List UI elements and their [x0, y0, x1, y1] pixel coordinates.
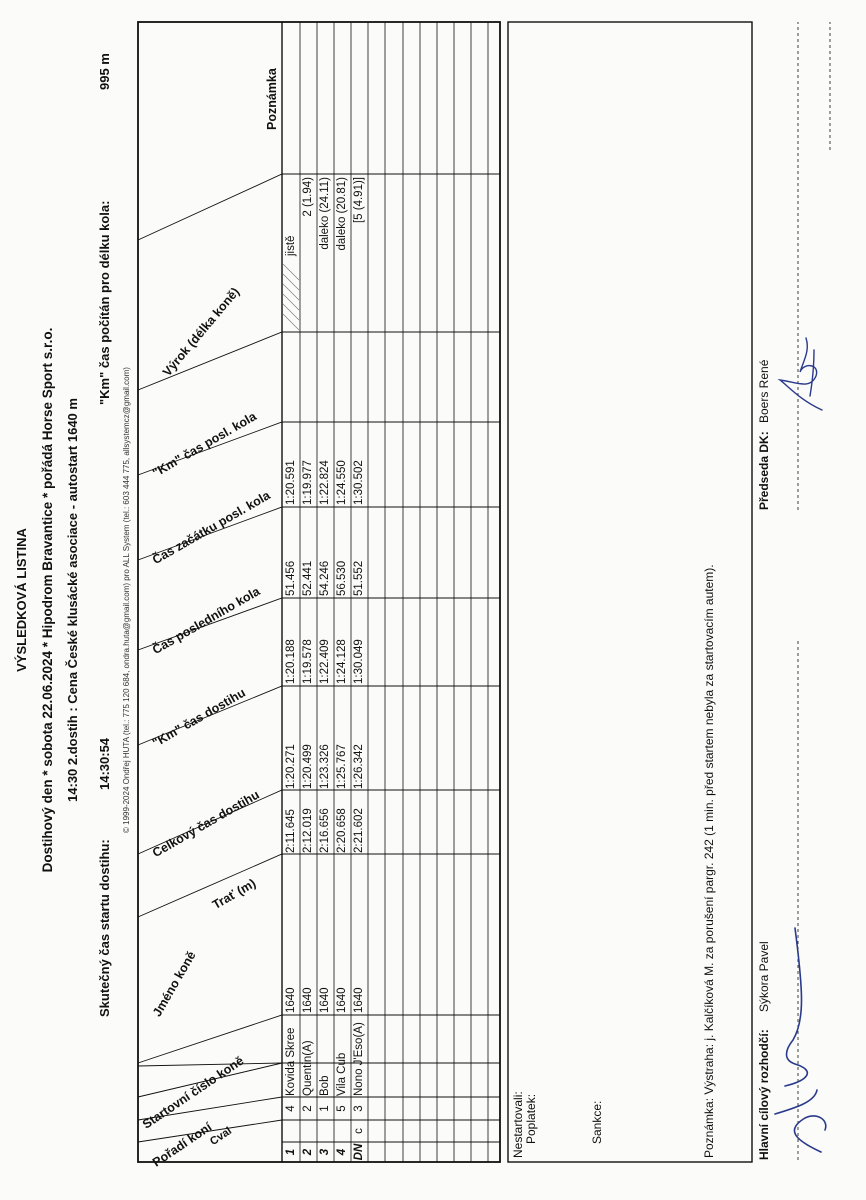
race-line: 14:30 2.dostih : Cena České klusácké asociace - autostart 1640 m	[65, 398, 80, 802]
chief-judge-signature	[755, 920, 835, 1160]
col-header-verdict: Výrok (délka koně)	[160, 284, 243, 379]
start-number-cell: 3	[353, 1105, 365, 1112]
km-last-lap-cell: 1:19.977	[302, 460, 314, 505]
last-lap-cell: 1:19.578	[302, 639, 314, 684]
last-lap-cell: 1:20.188	[285, 639, 297, 684]
last-lap-cell: 1:24.128	[336, 639, 348, 684]
track-cell: 1640	[336, 987, 348, 1013]
remark-text: Poznámka: Výstraha: j. Kalčíková M. za porušení pargr. 242 (1 min. před startem nebyla za startovacím autem).	[702, 564, 716, 1158]
lap-start-cell: 52.441	[302, 560, 314, 596]
lap-start-cell: 54.246	[319, 560, 331, 596]
last-lap-cell: 1:30.049	[353, 639, 365, 684]
place-cell: 4	[336, 1148, 348, 1156]
km-last-lap-cell: 1:20.591	[285, 460, 297, 505]
start-number-cell: 1	[319, 1105, 331, 1112]
chair-label: Předseda DK:	[757, 431, 771, 510]
start-time-value: 14:30:54	[97, 737, 112, 790]
lap-start-cell: 56.530	[336, 560, 348, 596]
horse-name-cell: Kovida Skree	[285, 1027, 297, 1096]
track-cell: 1640	[302, 987, 314, 1013]
non-starters-label: Nestartovali:	[511, 1091, 525, 1158]
chair-name: Boers René	[757, 359, 771, 423]
chair-signature	[770, 330, 840, 420]
horse-name-cell: Quentin(A)	[302, 1040, 314, 1096]
track-cell: 1640	[353, 987, 365, 1013]
cval-cell: c	[353, 1128, 365, 1134]
horse-name-cell: Nono J'Eso(A)	[353, 1022, 365, 1096]
horse-name-cell: Vila Cub	[336, 1052, 348, 1096]
track-cell: 1640	[285, 987, 297, 1013]
start-time-label: Skutečný čas startu dostihu:	[97, 839, 112, 1017]
col-header-place: Pořadí koní	[150, 1119, 215, 1170]
place-cell: DN	[353, 1143, 365, 1161]
col-header-start-number: Startovní číslo koně	[140, 1053, 247, 1132]
start-number-cell: 5	[336, 1105, 348, 1112]
km-time-cell: 1:26.342	[353, 744, 365, 789]
horse-name-cell: Bob	[319, 1075, 331, 1096]
verdict-cell: jistě	[285, 235, 297, 256]
copyright-line: © 1999-2024 Ondřej HUTA (tel.: 775 120 684, ondra.huta@gmail.com) pro ALL System (tel.: 603 444 775, allsystemcz@gmail.com)	[122, 367, 131, 833]
km-time-cell: 1:25.767	[336, 744, 348, 789]
place-cell: 3	[319, 1148, 331, 1156]
last-lap-cell: 1:22.409	[319, 639, 331, 684]
verdict-cell: daleko (24.11)	[319, 177, 331, 250]
km-time-label: "Km" čas počítán pro délku kola:	[97, 200, 112, 405]
lap-start-cell: 51.552	[353, 560, 365, 596]
total-time-cell: 2:12.019	[302, 808, 314, 853]
fee-label: Poplatek:	[524, 1093, 538, 1144]
sanctions-label: Sankce:	[590, 1100, 604, 1144]
start-number-cell: 4	[285, 1105, 297, 1112]
km-last-lap-cell: 1:22.824	[319, 460, 331, 505]
total-time-cell: 2:11.645	[285, 809, 297, 853]
col-header-lap-start: Čas začátku posl. kola	[150, 488, 273, 568]
verdict-cell: 2 (1.94)	[302, 177, 314, 217]
track-cell: 1640	[319, 987, 331, 1013]
col-header-note: Poznámka	[265, 68, 279, 130]
col-header-last-lap: Čas posledního kola	[150, 584, 263, 658]
verdict-cell: daleko (20.81)	[336, 177, 348, 251]
total-time-cell: 2:20.658	[336, 808, 348, 853]
place-cell: 1	[285, 1148, 297, 1156]
col-header-total-time: Celkový čas dostihu	[150, 787, 262, 861]
km-time-cell: 1:20.271	[285, 744, 297, 789]
place-cell: 2	[302, 1148, 314, 1156]
km-time-value: 995 m	[97, 53, 112, 90]
col-header-track: Trať (m)	[210, 876, 259, 913]
total-time-cell: 2:16.656	[319, 808, 331, 853]
km-last-lap-cell: 1:30.502	[353, 460, 365, 505]
event-subtitle: Dostihový den * sobota 22.06.2024 * Hipodrom Bravantice * pořádá Horse Sport s.r.o.	[40, 327, 55, 873]
km-time-cell: 1:20.499	[302, 744, 314, 789]
verdict-cell: [5 (4.91)]	[353, 177, 365, 224]
chief-judge-name: Sýkora Pavel	[757, 941, 771, 1012]
col-header-km-time: "Km" čas dostihu	[150, 685, 248, 751]
document-title: VÝSLEDKOVÁ LISTINA	[14, 528, 29, 672]
km-last-lap-cell: 1:24.550	[336, 460, 348, 505]
km-time-cell: 1:23.326	[319, 744, 331, 789]
col-header-cval: Cval	[208, 1124, 234, 1148]
chief-judge-label: Hlavní cílový rozhodčí:	[757, 1029, 771, 1160]
total-time-cell: 2:21.602	[353, 808, 365, 853]
col-header-horse-name: Jméno koně	[150, 948, 199, 1019]
col-header-km-last-lap: "Km" čas posl. kola	[150, 409, 259, 481]
start-number-cell: 2	[302, 1105, 314, 1112]
lap-start-cell: 51.456	[285, 560, 297, 596]
